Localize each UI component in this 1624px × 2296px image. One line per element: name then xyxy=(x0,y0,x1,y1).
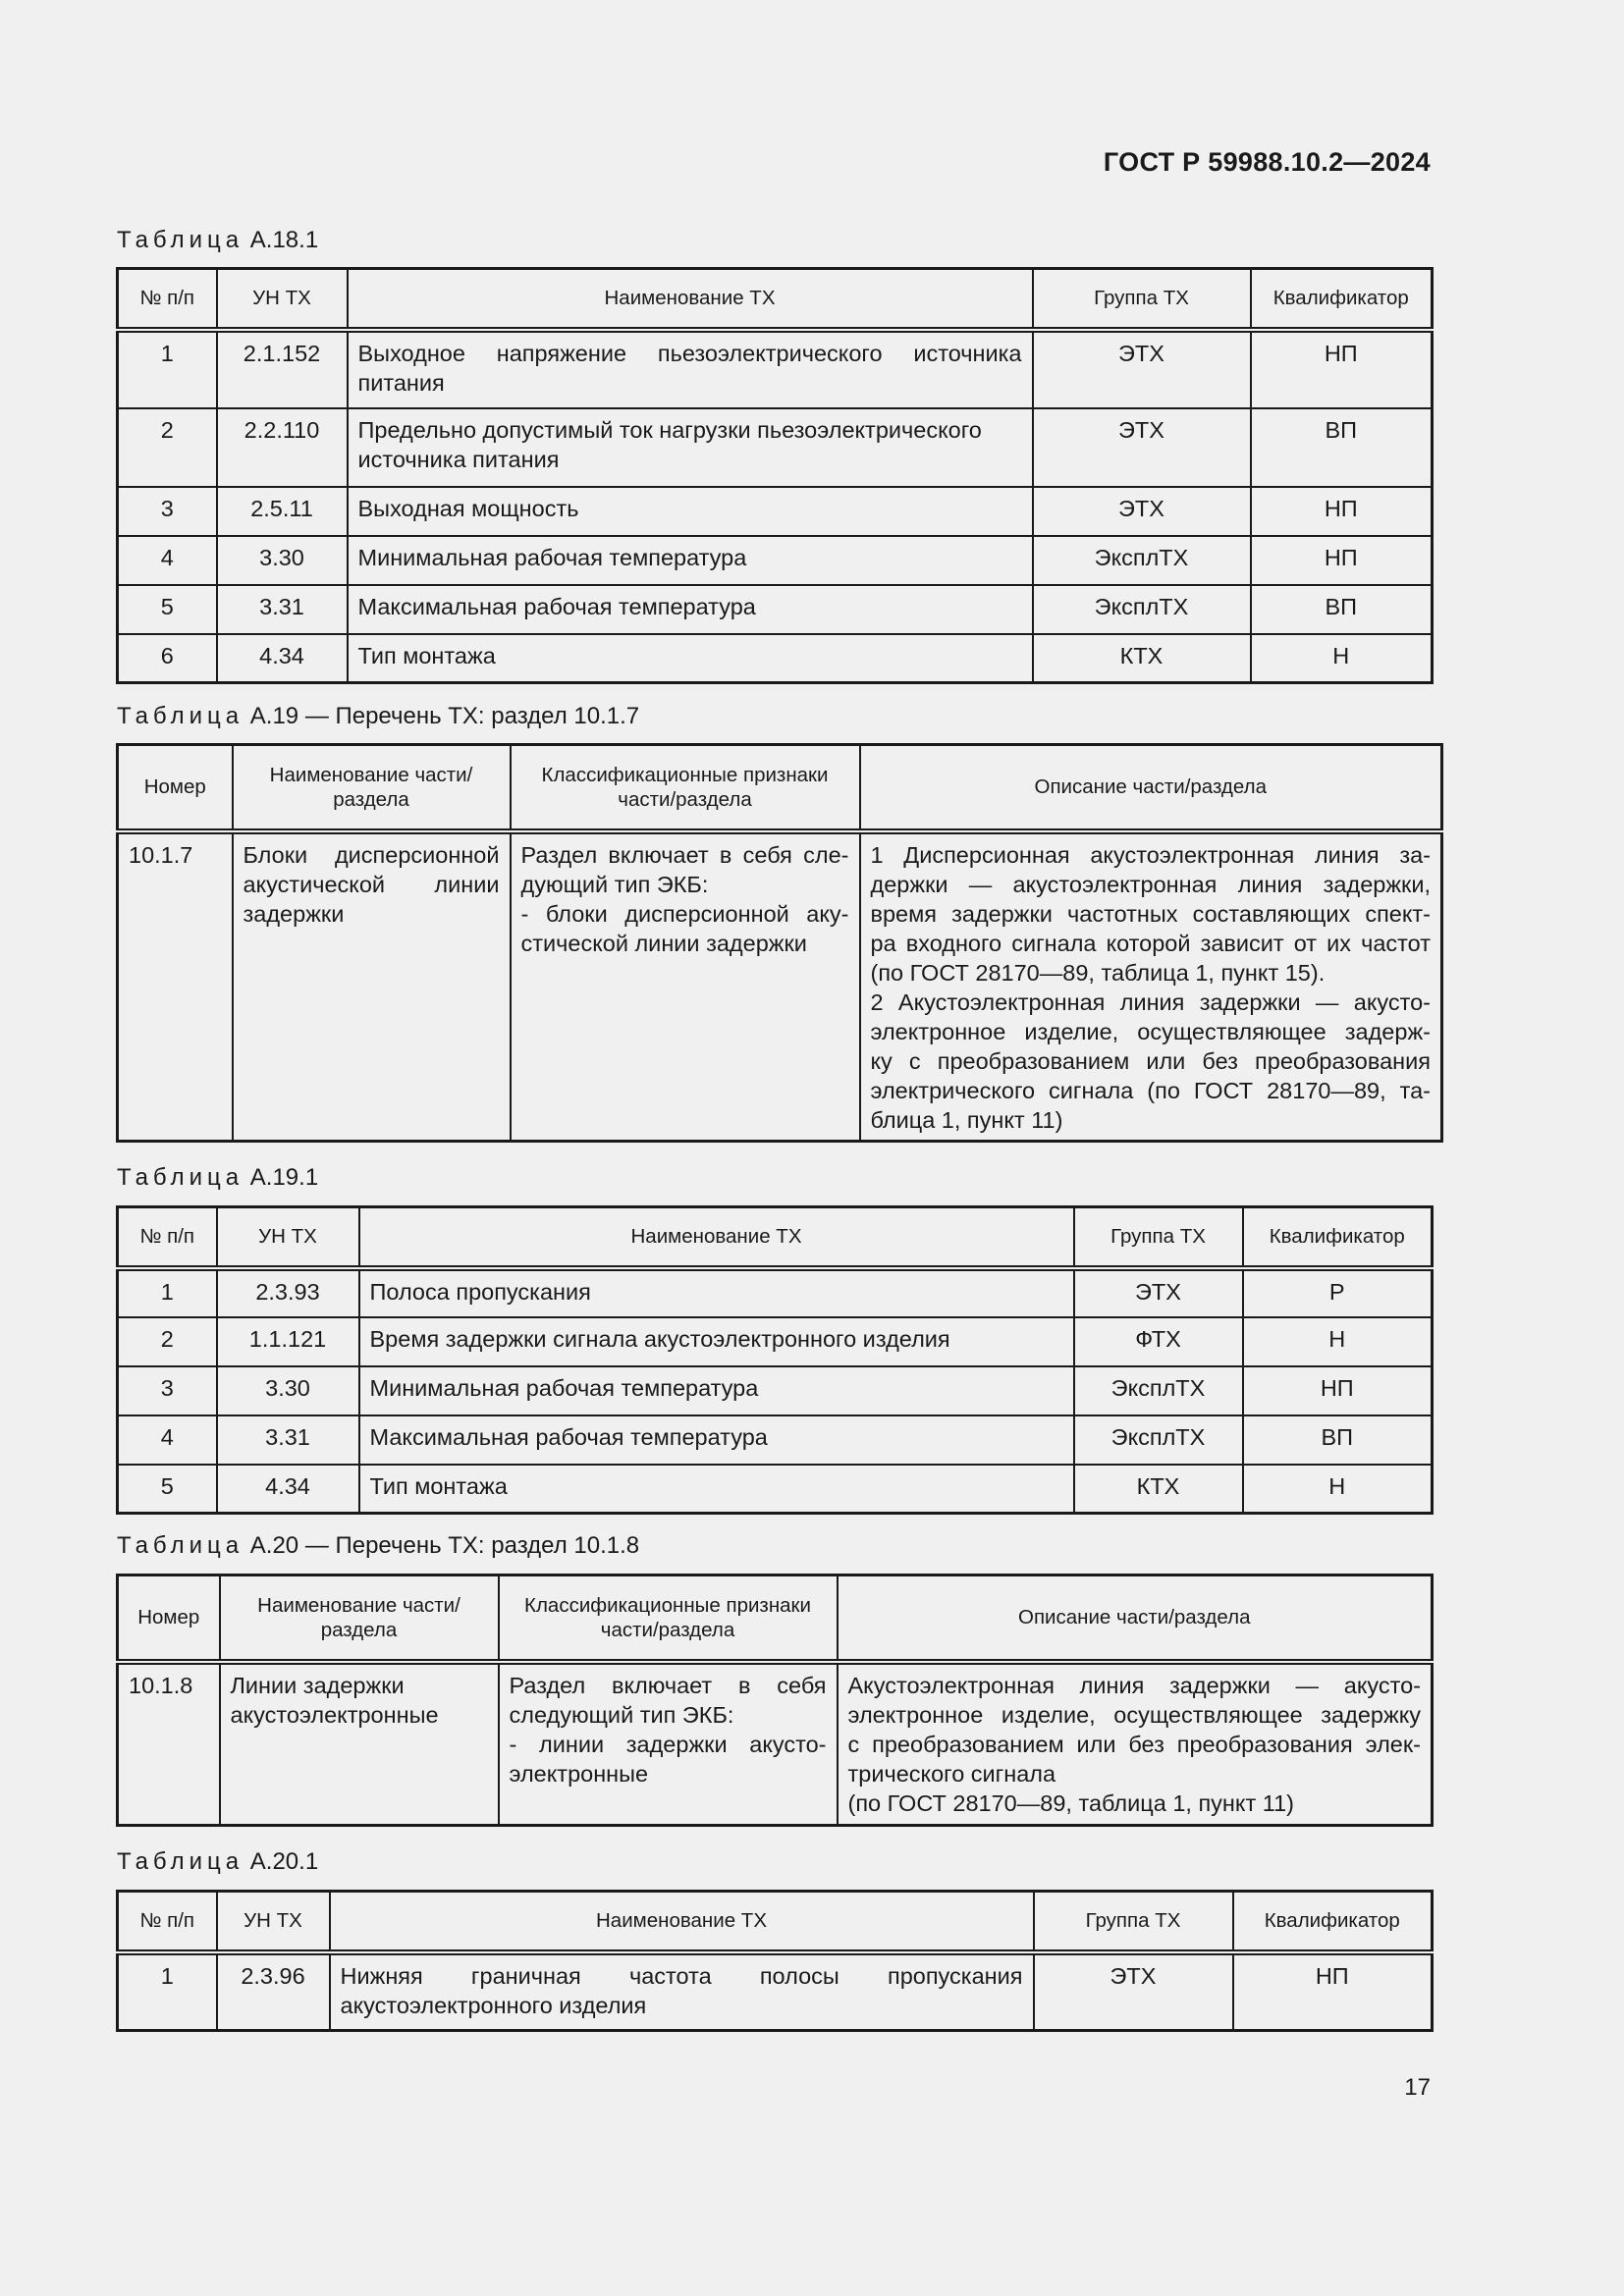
cell-name: Полоса пропускания xyxy=(359,1268,1074,1317)
col-header: Номер xyxy=(118,745,233,831)
cell-qualifier: ВП xyxy=(1243,1415,1433,1465)
cell-name: Минимальная рабочая температура xyxy=(348,536,1033,585)
cell-number: 10.1.8 xyxy=(118,1662,220,1826)
cell-description: 1 Дисперсионная акустоэлектронная линия за- держки — акустоэлектронная линия задержки, время задержки частотных составляющих спект- ра входного сигнала которой зависит от их частот (по ГОСТ 28170—89, таблица 1, пункт 15). 2 Акустоэлектронная линия задержки — акусто- электронное изделие, осуществляющее задерж- ку с преобразованием или без преобразования электрического сигнала (по ГОСТ 28170—89, та- блица 1, пункт 11) xyxy=(860,831,1442,1142)
cell-group: ЭТХ xyxy=(1033,330,1251,408)
cell-name: Предельно допустимый ток нагрузки пьезоэлектрического источника питания xyxy=(348,408,1033,487)
col-header: Наименование части/ раздела xyxy=(220,1575,499,1662)
cell-index: 4 xyxy=(118,1415,217,1465)
cell-qualifier: НП xyxy=(1251,330,1433,408)
table-caption: Таблица А.20.1 xyxy=(117,1848,319,1875)
cell-classification: Раздел включает в себя сле- дующий тип ЭКБ: - блоки дисперсионной аку- стической линии задержки xyxy=(511,831,860,1142)
page-number: 17 xyxy=(1404,2074,1431,2101)
col-header: Классификационные признаки части/раздела xyxy=(499,1575,838,1662)
cell-name: Максимальная рабочая температура xyxy=(348,585,1033,634)
cell-group: ЭТХ xyxy=(1033,408,1251,487)
table-a19-1 xyxy=(116,1205,1434,1515)
table-row xyxy=(118,1465,1433,1514)
cell-qualifier: Н xyxy=(1243,1317,1433,1366)
table-row xyxy=(118,487,1433,536)
cell-group: КТХ xyxy=(1033,634,1251,683)
col-header: Наименование ТХ xyxy=(348,269,1033,330)
table-row xyxy=(118,1317,1433,1366)
col-header: Группа ТХ xyxy=(1033,269,1251,330)
table-row xyxy=(118,1952,1433,2031)
document-code: ГОСТ Р 59988.10.2—2024 xyxy=(1103,147,1431,177)
cell-group: ЭксплТХ xyxy=(1074,1366,1243,1415)
cell-code: 2.3.96 xyxy=(217,1952,330,2031)
cell-name: Время задержки сигнала акустоэлектронного изделия xyxy=(359,1317,1074,1366)
col-header: УН ТХ xyxy=(217,1207,359,1268)
table-caption: Таблица А.19.1 xyxy=(117,1164,319,1191)
cell-code: 2.3.93 xyxy=(217,1268,359,1317)
cell-index: 6 xyxy=(118,634,217,683)
cell-qualifier: НП xyxy=(1233,1952,1433,2031)
cell-code: 3.31 xyxy=(217,1415,359,1465)
cell-name: Нижняя граничная частота полосы пропускания акустоэлектронного изделия xyxy=(330,1952,1034,2031)
cell-code: 2.2.110 xyxy=(217,408,348,487)
cell-qualifier: Н xyxy=(1243,1465,1433,1514)
table-caption: Таблица А.19 — Перечень ТХ: раздел 10.1.7 xyxy=(117,703,640,729)
table-row xyxy=(118,1268,1433,1317)
cell-group: ЭксплТХ xyxy=(1033,585,1251,634)
table-row xyxy=(118,1366,1433,1415)
col-header: Наименование части/ раздела xyxy=(233,745,511,831)
cell-code: 4.34 xyxy=(217,634,348,683)
table-row xyxy=(118,585,1433,634)
cell-code: 2.1.152 xyxy=(217,330,348,408)
table-row xyxy=(118,330,1433,408)
cell-code: 3.30 xyxy=(217,1366,359,1415)
cell-code: 2.5.11 xyxy=(217,487,348,536)
table-row xyxy=(118,1415,1433,1465)
cell-name: Тип монтажа xyxy=(348,634,1033,683)
table-header-row xyxy=(118,1575,1433,1662)
col-header: № п/п xyxy=(118,1892,217,1952)
cell-code: 4.34 xyxy=(217,1465,359,1514)
cell-qualifier: Р xyxy=(1243,1268,1433,1317)
cell-qualifier: ВП xyxy=(1251,585,1433,634)
cell-name: Тип монтажа xyxy=(359,1465,1074,1514)
table-header-row xyxy=(118,1892,1433,1952)
table-caption: Таблица А.18.1 xyxy=(117,227,319,253)
cell-group: ЭТХ xyxy=(1034,1952,1233,2031)
cell-index: 1 xyxy=(118,1952,217,2031)
cell-name: Выходное напряжение пьезоэлектрического источника питания xyxy=(348,330,1033,408)
cell-index: 3 xyxy=(118,487,217,536)
table-caption: Таблица А.20 — Перечень ТХ: раздел 10.1.8 xyxy=(117,1532,640,1559)
cell-qualifier: Н xyxy=(1251,634,1433,683)
cell-code: 3.31 xyxy=(217,585,348,634)
table-row xyxy=(118,634,1433,683)
cell-index: 1 xyxy=(118,330,217,408)
cell-part-name: Блоки дисперсионной акустической линии задержки xyxy=(233,831,511,1142)
col-header: Квалификатор xyxy=(1233,1892,1433,1952)
cell-index: 5 xyxy=(118,585,217,634)
col-header: Группа ТХ xyxy=(1074,1207,1243,1268)
table-a19 xyxy=(116,743,1443,1143)
cell-description: Акустоэлектронная линия задержки — акусто- электронное изделие, осуществляющее задержку с преобразованием или без преобразования элек- трического сигнала (по ГОСТ 28170—89, таблица 1, пункт 11) xyxy=(838,1662,1433,1826)
cell-group: КТХ xyxy=(1074,1465,1243,1514)
cell-qualifier: ВП xyxy=(1251,408,1433,487)
col-header: № п/п xyxy=(118,1207,217,1268)
col-header: Описание части/раздела xyxy=(838,1575,1433,1662)
table-a18-1 xyxy=(116,267,1434,684)
cell-index: 2 xyxy=(118,1317,217,1366)
col-header: УН ТХ xyxy=(217,1892,330,1952)
col-header: Наименование ТХ xyxy=(330,1892,1034,1952)
cell-code: 1.1.121 xyxy=(217,1317,359,1366)
cell-index: 3 xyxy=(118,1366,217,1415)
table-a20-1 xyxy=(116,1890,1434,2032)
table-header-row xyxy=(118,1207,1433,1268)
cell-name: Минимальная рабочая температура xyxy=(359,1366,1074,1415)
cell-index: 2 xyxy=(118,408,217,487)
cell-name: Выходная мощность xyxy=(348,487,1033,536)
col-header: Номер xyxy=(118,1575,220,1662)
cell-group: ЭксплТХ xyxy=(1033,536,1251,585)
col-header: № п/п xyxy=(118,269,217,330)
cell-name: Максимальная рабочая температура xyxy=(359,1415,1074,1465)
cell-group: ФТХ xyxy=(1074,1317,1243,1366)
col-header: Квалификатор xyxy=(1243,1207,1433,1268)
cell-index: 4 xyxy=(118,536,217,585)
table-header-row xyxy=(118,745,1442,831)
cell-index: 1 xyxy=(118,1268,217,1317)
col-header: Квалификатор xyxy=(1251,269,1433,330)
col-header: Наименование ТХ xyxy=(359,1207,1074,1268)
cell-index: 5 xyxy=(118,1465,217,1514)
cell-code: 3.30 xyxy=(217,536,348,585)
cell-qualifier: НП xyxy=(1251,536,1433,585)
cell-group: ЭТХ xyxy=(1074,1268,1243,1317)
col-header: Группа ТХ xyxy=(1034,1892,1233,1952)
table-row xyxy=(118,536,1433,585)
cell-qualifier: НП xyxy=(1251,487,1433,536)
col-header: Описание части/раздела xyxy=(860,745,1442,831)
col-header: УН ТХ xyxy=(217,269,348,330)
table-row xyxy=(118,1662,1433,1826)
table-row xyxy=(118,408,1433,487)
table-header-row xyxy=(118,269,1433,330)
col-header: Классификационные признаки части/раздела xyxy=(511,745,860,831)
cell-classification: Раздел включает в себя следующий тип ЭКБ: - линии задержки акусто- электронные xyxy=(499,1662,838,1826)
cell-qualifier: НП xyxy=(1243,1366,1433,1415)
cell-part-name: Линии задержки акустоэлектронные xyxy=(220,1662,499,1826)
table-a20 xyxy=(116,1574,1434,1827)
cell-group: ЭТХ xyxy=(1033,487,1251,536)
table-row xyxy=(118,831,1442,1142)
cell-group: ЭксплТХ xyxy=(1074,1415,1243,1465)
cell-number: 10.1.7 xyxy=(118,831,233,1142)
